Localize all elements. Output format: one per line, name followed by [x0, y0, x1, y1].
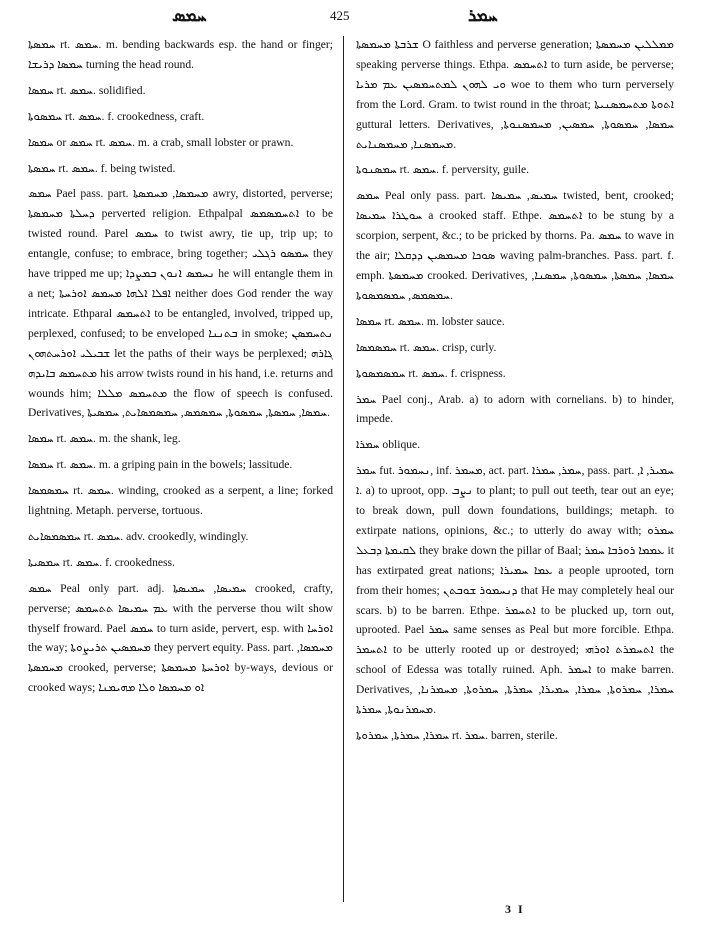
dictionary-entry: ܚܡܣܬܐ rt. ܚܡܣ. m. bending backwards esp. the hand or finger; ܚܡܣܐ ܕܪܝܫܐ turning the head round.: [28, 38, 334, 71]
dictionary-entry: ܚܡܣܬܐ rt. ܚܡܣ. f. being twisted.: [28, 161, 176, 175]
dictionary-entry: ܚܡܣܐ rt. ܚܡܣ. m. lobster sauce.: [356, 314, 505, 328]
dictionary-entry: ܫܪܒܬܐ ܡܚܡܣܬܐ O faithless and perverse generation; ܡܡܠܠܝܢ ܡܚܡܣܬܐ speaking perverse things. Ethpa. ܐܬܚܡܣ to turn aside, be perverse; ܘܝ ܠܗܘܢ ܠܡܬܚܡܣܝܢ ܥܡ ܡܪܝܐ woe to them who turn perversely from the Lord. Gram. to twist round in the throat; ܐܬܘܬܐ ܡܬܚܡܣܢܝܬܐ guttural letters. Derivatives, ܚܡܣܐ, ܚܡܣܘܬܐ, ܚܡܣܝܢ, ܡܚܡܣܢܘܬܐ, ܡܚܡܣܢܐ, ܡܚܡܣܢܐܝܬ.: [356, 38, 674, 151]
dictionary-entry: ܚܡܣܡܣܐ rt. ܚܡܣ. crisp, curly.: [356, 340, 497, 354]
dictionary-entry: ܚܡܣܡܣܐ rt. ܚܡܣ. winding, crooked as a serpent, a line; forked lightning. Metaph. perverse, tortuous.: [28, 484, 333, 518]
dictionary-entry: ܚܡܣܐ rt. ܚܡܣ. solidified.: [28, 83, 146, 97]
dictionary-entry: ܚܡܣܝܬܐ rt. ܚܡܣ. f. crookedness.: [28, 555, 175, 569]
dictionary-entry: ܚܡܣܐ or ܚܡܣ rt. ܚܡܣ. m. a crab, small lobster or prawn.: [28, 135, 294, 149]
dictionary-entry: ܚܡܣܘܬܐ rt. ܚܡܣ. f. crookedness, craft.: [28, 109, 205, 123]
running-header: [0, 6, 704, 28]
signature-mark: 3 I: [505, 902, 525, 916]
dictionary-entry: ܚܡܣ Peal only pass. part. ܚܡܝܣ, ܚܡܝܣܐ twisted, bent, crooked; ܚܘܛܪܐ ܚܡܝܣܐ a crooked staff. Ethpe. ܐܬܚܡܣ to be stung by a scorpion, serpent, &c.; to be pricked by thorns. Pa. ܚܡܣ to wave in the air; ܣܘܟܐ ܡܚܡܣܝܢ ܕܕܩܠܐ waving palm-branches. Pass. part. f. emph. ܡܚܡܣܬܐ crooked. Derivatives, ܚܡܣܐ, ܚܡܣܬܐ, ܚܡܣܘܬܐ, ܚܡܣܢܐ, ܚܡܣܡܣ, ܚܡܣܡܣܘܬܐ.: [356, 189, 675, 302]
left-guide-word: ܚܡܣ: [172, 6, 207, 25]
dictionary-entry: ܚܡܣܡܣܘܬܐ rt. ܚܡܣ. f. crispness.: [356, 366, 506, 380]
dictionary-entry: ܚܡܣܐ rt. ܚܡܣ. m. the shank, leg.: [28, 432, 181, 446]
dictionary-entry: ܚܡܣ Pael pass. part. ܡܚܡܣܐ, ܡܚܡܣܬܐ awry, distorted, perverse; ܕܚܠܬܐ ܡܚܡܣܬܐ perverted religion. Ethpalpal ܐܬܚܡܣܡܣ to be twisted round. Parel ܚܡܣ to twist awry, tie up, trip up; to entangle, confuse; to embrace, bring together; ܚܡܣܘ ܪܓܠܝ they have tripped me up; ܢܚܡܣ ܐܢܘܢ ܒܡܨܕܐ he will entangle them in a net; ܐܦܠܐ ܐܠܗܐ ܡܚܡܣ ܐܘܪܚܬܐ neither does God render the way intricate. Ethparal ܐܬܚܡܣ to be entangled, involved, tripped up, perplexed, confused; to be enveloped ܒܬܢܢܐ in smoke; ܢܬܚܡܣܢ ܫܒܝܠܝ ܐܘܪܚܬܗܘܢ let the paths of their ways be perplexed; ܓܐܪܗ ܡܬܚܡܣ ܒܐܝܕܗ his arrow twists round in his hand, i.e. returns and wounds him; ܡܬܚܡܣ ܡܠܠܐ the flow of speech is confused. Derivatives, ܚܡܣܐ, ܚܡܣܬܐ, ܚܡܣܘܬܐ, ܚܡܣܡܣ, ܚܡܣܡܣܐܝܬ, ܚܡܣܝܬܐ.: [28, 187, 334, 420]
page-number: 425: [330, 8, 350, 23]
dictionary-entry: ܚܡܣܢܘܬܐ rt. ܚܡܣ. f. perversity, guile.: [356, 163, 530, 177]
dictionary-entry: ܚܡܪܐ, ܚܡܪܬܐ, ܚܡܪܘܬܐ rt. ܚܡܪ. barren, sterile.: [356, 729, 558, 742]
right-guide-word: ܚܡܪ: [468, 6, 498, 25]
dictionary-entry: ܚܡܣܐ rt. ܚܡܣ. m. a griping pain in the bowels; lassitude.: [28, 458, 293, 472]
dictionary-entry: ܚܡܪܐ oblique.: [356, 438, 421, 452]
right-column: [356, 35, 674, 752]
dictionary-entry: ܚܡܣܡܣܐܝܬ rt. ܚܡܣ. adv. crookedly, windingly.: [28, 529, 249, 543]
left-column: [28, 35, 333, 704]
dictionary-entry: ܚܡܪ Pael conj., Arab. a) to adorn with cornelians. b) to hinder, impede.: [356, 392, 674, 426]
dictionary-entry: ܚܡܪ fut. ܢܚܡܘܪ, inf. ܡܚܡܪ, act. part. ܚܡܪ, ܚܡܪܐ, pass. part. ܚܡܝܪ, ܐ, ܐ. a) to uproot, opp. ܢܨܒ to plant; to pull out teeth, tear out an eye; to break down, pull down foundations, buildings; metaph. to extirpate nations, opinions, &c.; to utterly do away with; ܚܡܪܘ ܠܩܝܡܬܐ ܕܒܥܠ they brake down the pillar of Baal; ܥܡܡܐ ܪܘܪܒܐ ܚܡܪ it has extirpated great nations; ܥܡܐ ܚܡܝܪܐ a people uprooted, torn from their homes; ܕܢܚܡܘܪ ܫܘܒܬܢ that He may completely heal our scars. b) to be barren. Ethpe. ܐܬܚܡܪ to be plucked up, torn out, uprooted. Pael ܚܡܪ same senses as Peal but more forcible. Ethpa. ܐܬܚܡܪ to be utterly rooted up or destroyed; ܐܬܚܡܪܬ ܐܘܪܗܝ the school of Edessa was totally ruined. Aph. ܐܚܡܪ to make barren. Derivatives, ܚܡܪܐ, ܚܡܪܘܬܐ, ܚܡܪܐ, ܚܡܝܪܐ, ܚܡܪܬܐ, ܚܡܪܘܬܐ, ܡܚܡܪܢܐ, ܡܚܡܪܢܘܬܐ, ܚܡܪܬܐ.: [356, 464, 675, 717]
column-divider: [343, 36, 344, 902]
dictionary-entry: ܚܡܣ Peal only part. adj. ܚܡܝܣܐ, ܚܡܝܣܬܐ crooked, crafty, perverse; ܥܡ ܚܡܝܣܐ ܬܬܚܡܣ with the perverse thou wilt show thyself froward. Pael ܚܡܣ to turn aside, pervert, esp. with ܐܘܪܚܐ the way; ܡܚܡܣܝܢ ܬܪܝܨܘܬܐ they pervert equity. Pass. part. ܡܚܡܣܐ, ܡܚܡܣܬܐ crooked, perverse; ܐܘܪܚܬܐ ܡܚܡܣܬܐ by-ways, devious or crooked ways; ܐܘ ܡܚܡܣܐ ܘܠܐ ܡܗܝܡܢܐ: [28, 581, 333, 695]
